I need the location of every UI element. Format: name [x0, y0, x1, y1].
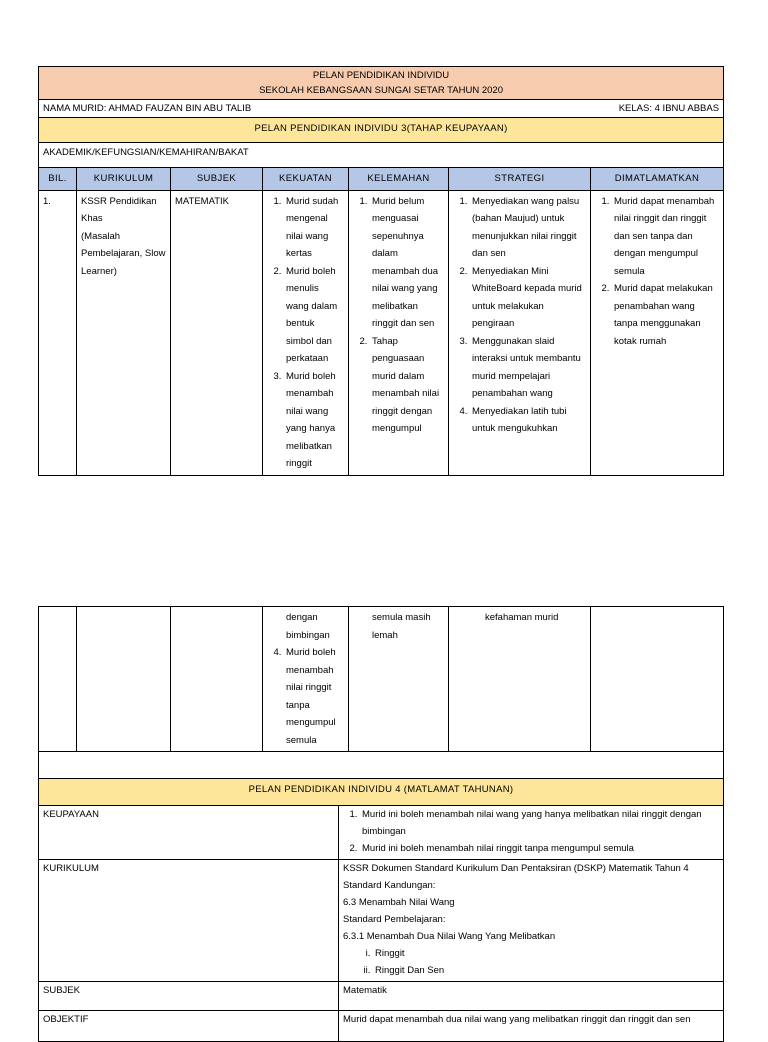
ppi3-title: PELAN PENDIDIKAN INDIVIDU 3(TAHAP KEUPAYAAN): [39, 118, 724, 143]
kurikulum-detail: KSSR Dokumen Standard Kurikulum Dan Pentaksiran (DSKP) Matematik Tahun 4 Standard Kandungan: 6.3 Menambah Nilai Wang Standard Pembelajaran: 6.3.1 Menambah Dua Nilai Wang Yang Melibatkan i. Ringgit ii. Ringgit Dan Sen: [339, 860, 724, 982]
list-item: 4. Menyediakan latih tubi untuk mengukuhkan: [470, 403, 586, 438]
kurikulum-cell: KSSR Pendidikan Khas (Masalah Pembelajaran, Slow Learner): [77, 190, 171, 475]
col-kelemahan: KELEMAHAN: [349, 168, 449, 191]
subjek-label: SUBJEK: [39, 982, 339, 1011]
keupayaan-label: KEUPAYAAN: [39, 806, 339, 860]
list-item: 2. Murid dapat melakukan penambahan wang tanpa menggunakan kotak rumah: [612, 280, 719, 350]
kurikulum-label: KURIKULUM: [39, 860, 339, 982]
dimatlamatkan-cell: [591, 190, 724, 475]
col-dimatlamatkan: DIMATLAMATKAN: [591, 168, 724, 191]
student-name: NAMA MURID: AHMAD FAUZAN BIN ABU TALIB: [43, 103, 252, 114]
kekuatan-cell-cont: dengan bimbingan 4. Murid boleh menambah nilai ringgit tanpa mengumpul semula: [263, 607, 349, 752]
header-block: [39, 67, 724, 100]
list-item: i. Ringgit: [373, 945, 719, 962]
ppi3-area: AKADEMIK/KEFUNGSIAN/KEMAHIRAN/BAKAT: [39, 143, 724, 168]
col-subjek: SUBJEK: [171, 168, 263, 191]
col-bil: BIL.: [39, 168, 77, 191]
list-item: 1. Murid dapat menambah nilai ringgit dan ringgit dan sen tanpa dan dengan mengumpul semula: [612, 193, 719, 281]
ppi4-table: [38, 805, 724, 1042]
list-item: 3. Menggunakan slaid interaksi untuk membantu murid mempelajari penambahan wang: [470, 333, 586, 403]
list-item: 2. Tahap penguasaan murid dalam menambah nilai ringgit dengan mengumpul: [370, 333, 444, 438]
col-kekuatan: KEKUATAN: [263, 168, 349, 191]
class-name: KELAS: 4 IBNU ABBAS: [618, 103, 720, 114]
list-item: 2. Murid ini boleh menambah nilai ringgit tanpa mengumpul semula: [360, 840, 719, 857]
list-item: 2. Menyediakan Mini WhiteBoard kepada murid untuk melakukan pengiraan: [470, 263, 586, 333]
list-item: 1. Murid ini boleh menambah nilai wang yang hanya melibatkan nilai ringgit dengan bimbingan: [360, 806, 719, 840]
list-item: 4. Murid boleh menambah nilai ringgit tanpa mengumpul semula: [284, 644, 344, 749]
page-2: [38, 606, 723, 1042]
objektif-label: OBJEKTIF: [39, 1011, 339, 1042]
subjek-value: Matematik: [339, 982, 724, 1011]
table-row: [39, 190, 724, 475]
table-row: [39, 607, 724, 752]
kekuatan-cell: [263, 190, 349, 475]
kelemahan-cell-cont: semula masih lemah: [349, 607, 449, 752]
document-title: PELAN PENDIDIKAN INDIVIDU: [312, 70, 450, 81]
row-number: 1.: [39, 190, 77, 475]
col-kurikulum: KURIKULUM: [77, 168, 171, 191]
ppi4-title: PELAN PENDIDIKAN INDIVIDU 4 (MATLAMAT TAHUNAN): [39, 779, 724, 806]
kelemahan-cell: [349, 190, 449, 475]
objektif-value: Murid dapat menambah dua nilai wang yang melibatkan ringgit dan ringgit dan sen: [339, 1011, 724, 1042]
strategi-cell: [449, 190, 591, 475]
student-info-row: [39, 100, 724, 118]
list-item: 2. Murid boleh menulis wang dalam bentuk simbol dan perkataan: [284, 263, 344, 368]
list-item: ii. Ringgit Dan Sen: [373, 962, 719, 979]
list-item: 1. Menyediakan wang palsu (bahan Maujud) untuk menunjukkan nilai ringgit dan sen: [470, 193, 586, 263]
column-header-row: [39, 168, 724, 191]
list-item: 3. Murid boleh menambah nilai wang yang hanya melibatkan ringgit: [284, 368, 344, 473]
ppi-table-page-1: [38, 66, 724, 476]
subjek-cell: MATEMATIK: [171, 190, 263, 475]
strategi-cell-cont: kefahaman murid: [449, 607, 591, 752]
page-1: [38, 66, 723, 476]
divider-row: [39, 752, 724, 779]
keupayaan-cell: [339, 806, 724, 860]
ppi-table-page-2: [38, 606, 724, 806]
col-strategi: STRATEGI: [449, 168, 591, 191]
list-item: 1. Murid sudah mengenal nilai wang kertas: [284, 193, 344, 263]
school-name: SEKOLAH KEBANGSAAN SUNGAI SETAR TAHUN 2020: [259, 85, 503, 96]
list-item: 1. Murid belum menguasai sepenuhnya dalam menambah dua nilai wang yang melibatkan ringgit dan sen: [370, 193, 444, 333]
